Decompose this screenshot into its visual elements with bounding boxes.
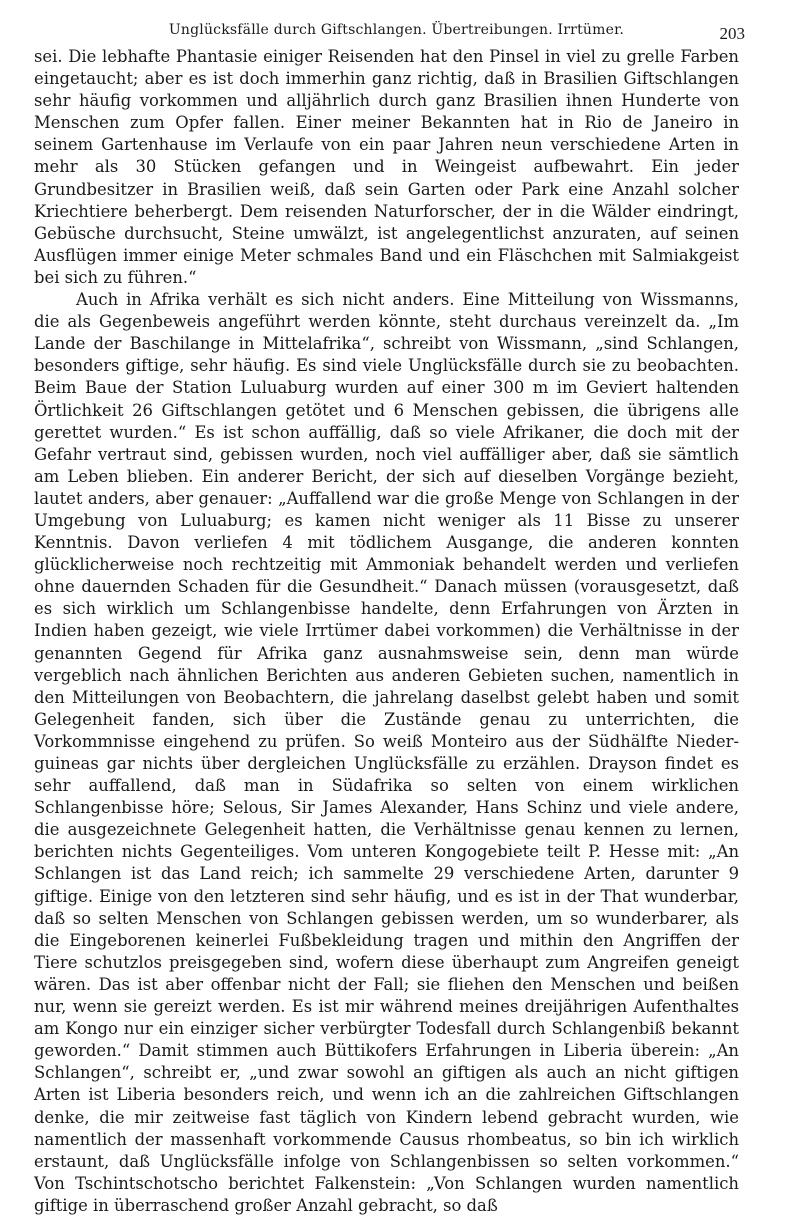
body-text [34,46,739,1217]
paragraph-africa: Auch in Afrika verhält es sich nicht anders. Eine Mitteilung von Wissmanns, die als Gegenbeweis angeführt werden könnte, steht durchaus vereinzelt da. „Im Lande der Baschilange in Mittelafrika“, schreibt von Wissmann, „sind Schlangen, besonders giftige, sehr häufig. Es sind viele Unglücksfälle durch sie zu beobachten. Beim Baue der Station Luluaburg wurden auf einer 300 m im Geviert haltenden Örtlichkeit 26 Giftschlangen getötet und 6 Menschen gebissen, die übrigens alle gerettet wurden.“ Es ist schon auffällig, daß so viele Afrikaner, die doch mit der Gefahr vertraut sind, gebissen wurden, noch viel auffälliger aber, daß sie sämtlich am Leben blieben. Ein anderer Bericht, der sich auf dieselben Vorgänge bezieht, lautet anders, aber genauer: „Auffallend war die große Menge von Schlangen in der Umgebung von Luluaburg; es kamen nicht weniger als 11 Bisse zu unserer Kenntnis. Davon verliefen 4 mit tödlichem Ausgange, die anderen konnten glücklicherweise noch rechtzeitig mit Ammoniak behandelt werden und verliefen ohne dauernden Schaden für die Gesundheit.“ Danach müssen (vorausgesetzt, daß es sich wirklich um Schlangenbisse handelte, denn Erfahrungen von Ärzten in Indien haben gezeigt, wie viele Irrtümer dabei vorkommen) die Verhältnisse in der genannten Gegend für Afrika ganz ausnahmsweise sein, denn man würde vergeblich nach ähnlichen Berichten aus anderen Gebieten suchen, namentlich in den Mitteilungen von Beobachtern, die jahrelang daselbst gelebt haben und somit Gelegenheit fanden, sich über die Zustände genau zu unterrichten, die Vorkommnisse eingehend zu prüfen. So weiß Monteiro aus der Südhälfte Niederguineas gar nichts über dergleichen Unglücksfälle zu erzählen. Drayson findet es sehr auffallend, daß man in Südafrika so selten von einem wirklichen Schlangenbisse höre; Selous, Sir James Alexander, Hans Schinz und viele andere, die ausgezeichnete Gelegenheit hatten, die Verhältnisse genau kennen zu lernen, berichten nichts Gegenteiliges. Vom unteren Kongogebiete teilt P. Hesse mit: „An Schlangen ist das Land reich; ich sammelte 29 verschiedene Arten, darunter 9 giftige. Einige von den letzteren sind sehr häufig, und es ist in der That wunderbar, daß so selten Menschen von Schlangen gebissen werden, um so wunderbarer, als die Eingeborenen keinerlei Fußbekleidung tragen und mithin den Angriffen der Tiere schutzlos preisgegeben sind, wofern diese überhaupt zum Angreifen geneigt wären. Das ist aber offenbar nicht der Fall; sie fliehen den Menschen und beißen nur, wenn sie gereizt werden. Es ist mir während meines dreijährigen Aufenthaltes am Kongo nur ein einziger sicher verbürgter Todesfall durch Schlangenbiß bekannt geworden.“ Damit stimmen auch Büttikofers Erfahrungen in Liberia überein: „An Schlangen“, schreibt er, „und zwar sowohl an giftigen als auch an nicht giftigen Arten ist Liberia besonders reich, und wenn ich an die zahlreichen Giftschlangen denke, die mir zeitweise fast täglich von Kindern lebend gebracht wurden, wie namentlich der massenhaft vorkommende Causus rhombeatus, so bin ich wirklich erstaunt, daß Unglücksfälle infolge von Schlangenbissen so selten vorkommen.“ Von Tschintschotscho berichtet Falkenstein: „Von Schlangen wurden namentlich giftige in überraschend großer Anzahl gebracht, so daß [34,290,739,1215]
paragraph-continuation: sei. Die lebhafte Phantasie einiger Reisenden hat den Pinsel in viel zu grelle Farben eingetaucht; aber es ist doch immerhin ganz richtig, daß in Brasilien Giftschlangen sehr häufig vorkommen und alljährlich durch ganz Brasilien ihnen Hunderte von Menschen zum Opfer fallen. Einer meiner Bekannten hat in Rio de Janeiro in seinem Gartenhause im Verlaufe von ein paar Jahren neun verschiedene Arten in mehr als 30 Stücken gefangen und in Weingeist aufbewahrt. Ein jeder Grundbesitzer in Brasilien weiß, daß sein Garten oder Park eine Anzahl solcher Kriechtiere beherbergt. Dem reisenden Naturforscher, der in die Wälder eindringt, Gebüsche durchsucht, Steine umwälzt, ist angelegentlichst anzuraten, auf seinen Ausflügen immer einige Meter schmales Band und ein Fläschchen mit Salmiakgeist bei sich zu führen.“ [34,47,739,287]
page-number: 203 [719,24,745,43]
running-title: Unglücksfälle durch Giftschlangen. Übertreibungen. Irrtümer. [168,22,625,38]
running-head [34,12,745,43]
